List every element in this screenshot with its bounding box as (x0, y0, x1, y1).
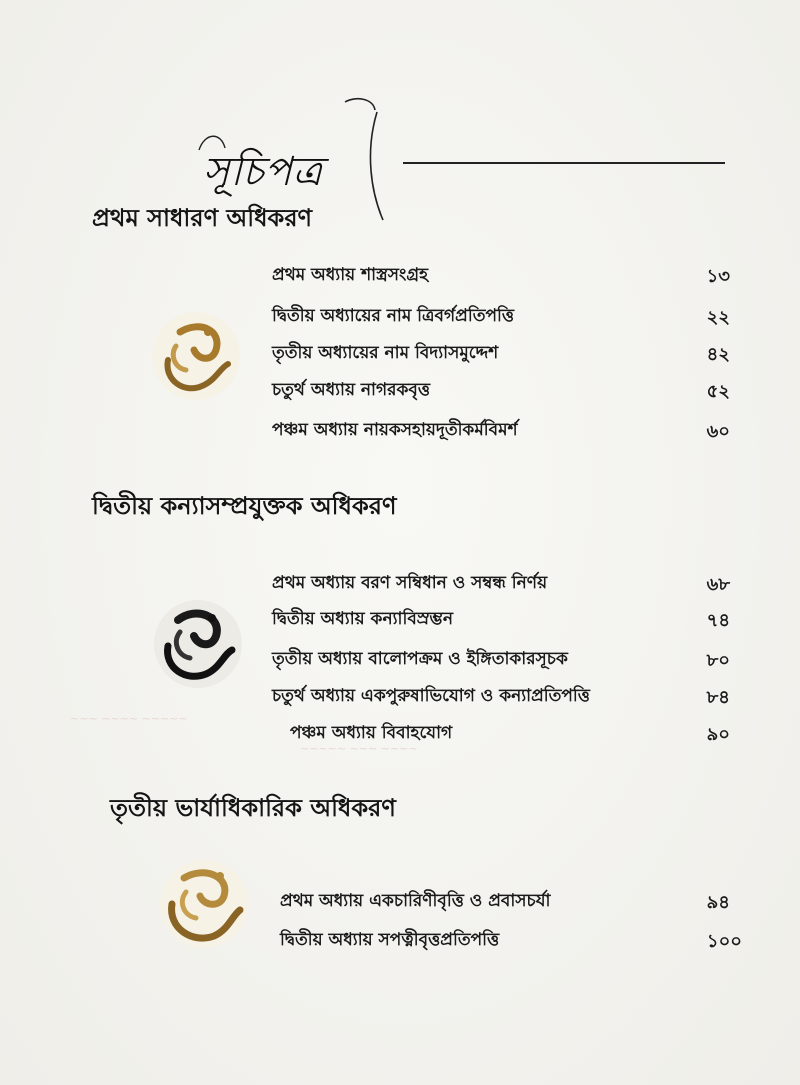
section-title: তৃতীয় ভার্যাধিকারিক অধিকরণ (110, 794, 396, 822)
entry-page-number: ১৩ (706, 266, 730, 287)
entry-page-number: ৬০ (706, 421, 730, 442)
entry-title: তৃতীয় অধ্যায়ের নাম বিদ্যাসমুদ্দেশ (272, 343, 499, 363)
toc-entry[interactable] (0, 570, 800, 600)
entry-page-number: ৪২ (706, 344, 730, 365)
entry-page-number: ৬৮ (706, 574, 730, 595)
toc-entry[interactable] (0, 888, 800, 918)
entry-title: পঞ্চম অধ্যায় বিবাহযোগ (290, 723, 453, 743)
entry-title: প্রথম অধ্যায় একচারিণীবৃত্তি ও প্রবাসচর্যা (280, 891, 551, 911)
entry-title: প্রথম অধ্যায় শাস্ত্রসংগ্রহ (272, 265, 428, 285)
entry-title: প্রথম অধ্যায় বরণ সম্বিধান ও সম্বন্ধ নির্ণয় (272, 573, 548, 593)
toc-entry[interactable] (0, 683, 800, 713)
entry-title: দ্বিতীয় অধ্যায় কন্যাবিস্রম্ভন (272, 609, 453, 629)
entry-page-number: ৫২ (706, 381, 730, 402)
toc-entry[interactable] (0, 262, 800, 292)
entry-title: চতুর্থ অধ্যায় নাগরকবৃত্ত (272, 380, 430, 400)
entry-page-number: ৮০ (706, 650, 730, 671)
entry-page-number: ৮৪ (706, 687, 730, 708)
entry-title: দ্বিতীয় অধ্যায় সপত্নীবৃত্তপ্রতিপত্তি (280, 930, 500, 950)
toc-entry[interactable] (0, 646, 800, 676)
page-title: সূচিপত্র (203, 149, 323, 195)
entry-title: তৃতীয় অধ্যায় বালোপক্রম ও ইঙ্গিতাকারসূচক (272, 649, 568, 669)
toc-entry[interactable] (0, 417, 800, 447)
toc-entry[interactable] (0, 927, 800, 957)
heading-underline (403, 162, 725, 164)
section-title: প্রথম সাধারণ অধিকরণ (92, 204, 313, 232)
toc-entry[interactable] (0, 340, 800, 370)
entry-page-number: ১০০ (706, 931, 742, 952)
entry-page-number: ২২ (706, 307, 730, 328)
print-smudge: ~~~~~ ~~~ ~~~~ (300, 742, 418, 755)
toc-entry[interactable] (0, 377, 800, 407)
print-smudge: ~~~ ~~~~ ~~~~~ (70, 712, 188, 725)
entry-title: চতুর্থ অধ্যায় একপুরুষাভিযোগ ও কন্যাপ্রতিপত্তি (272, 686, 590, 706)
toc-entry[interactable] (0, 606, 800, 636)
toc-entry[interactable] (0, 303, 800, 333)
entry-page-number: ৯০ (706, 724, 730, 745)
entry-page-number: ৭৪ (706, 610, 730, 631)
entry-page-number: ৯৪ (706, 892, 730, 913)
entry-title: পঞ্চম অধ্যায় নায়কসহায়দূতীকর্মবিমর্শ (272, 420, 518, 440)
section-title: দ্বিতীয় কন্যাসম্প্রযুক্তক অধিকরণ (92, 492, 397, 520)
entry-title: দ্বিতীয় অধ্যায়ের নাম ত্রিবর্গপ্রতিপত্তি (272, 306, 515, 326)
